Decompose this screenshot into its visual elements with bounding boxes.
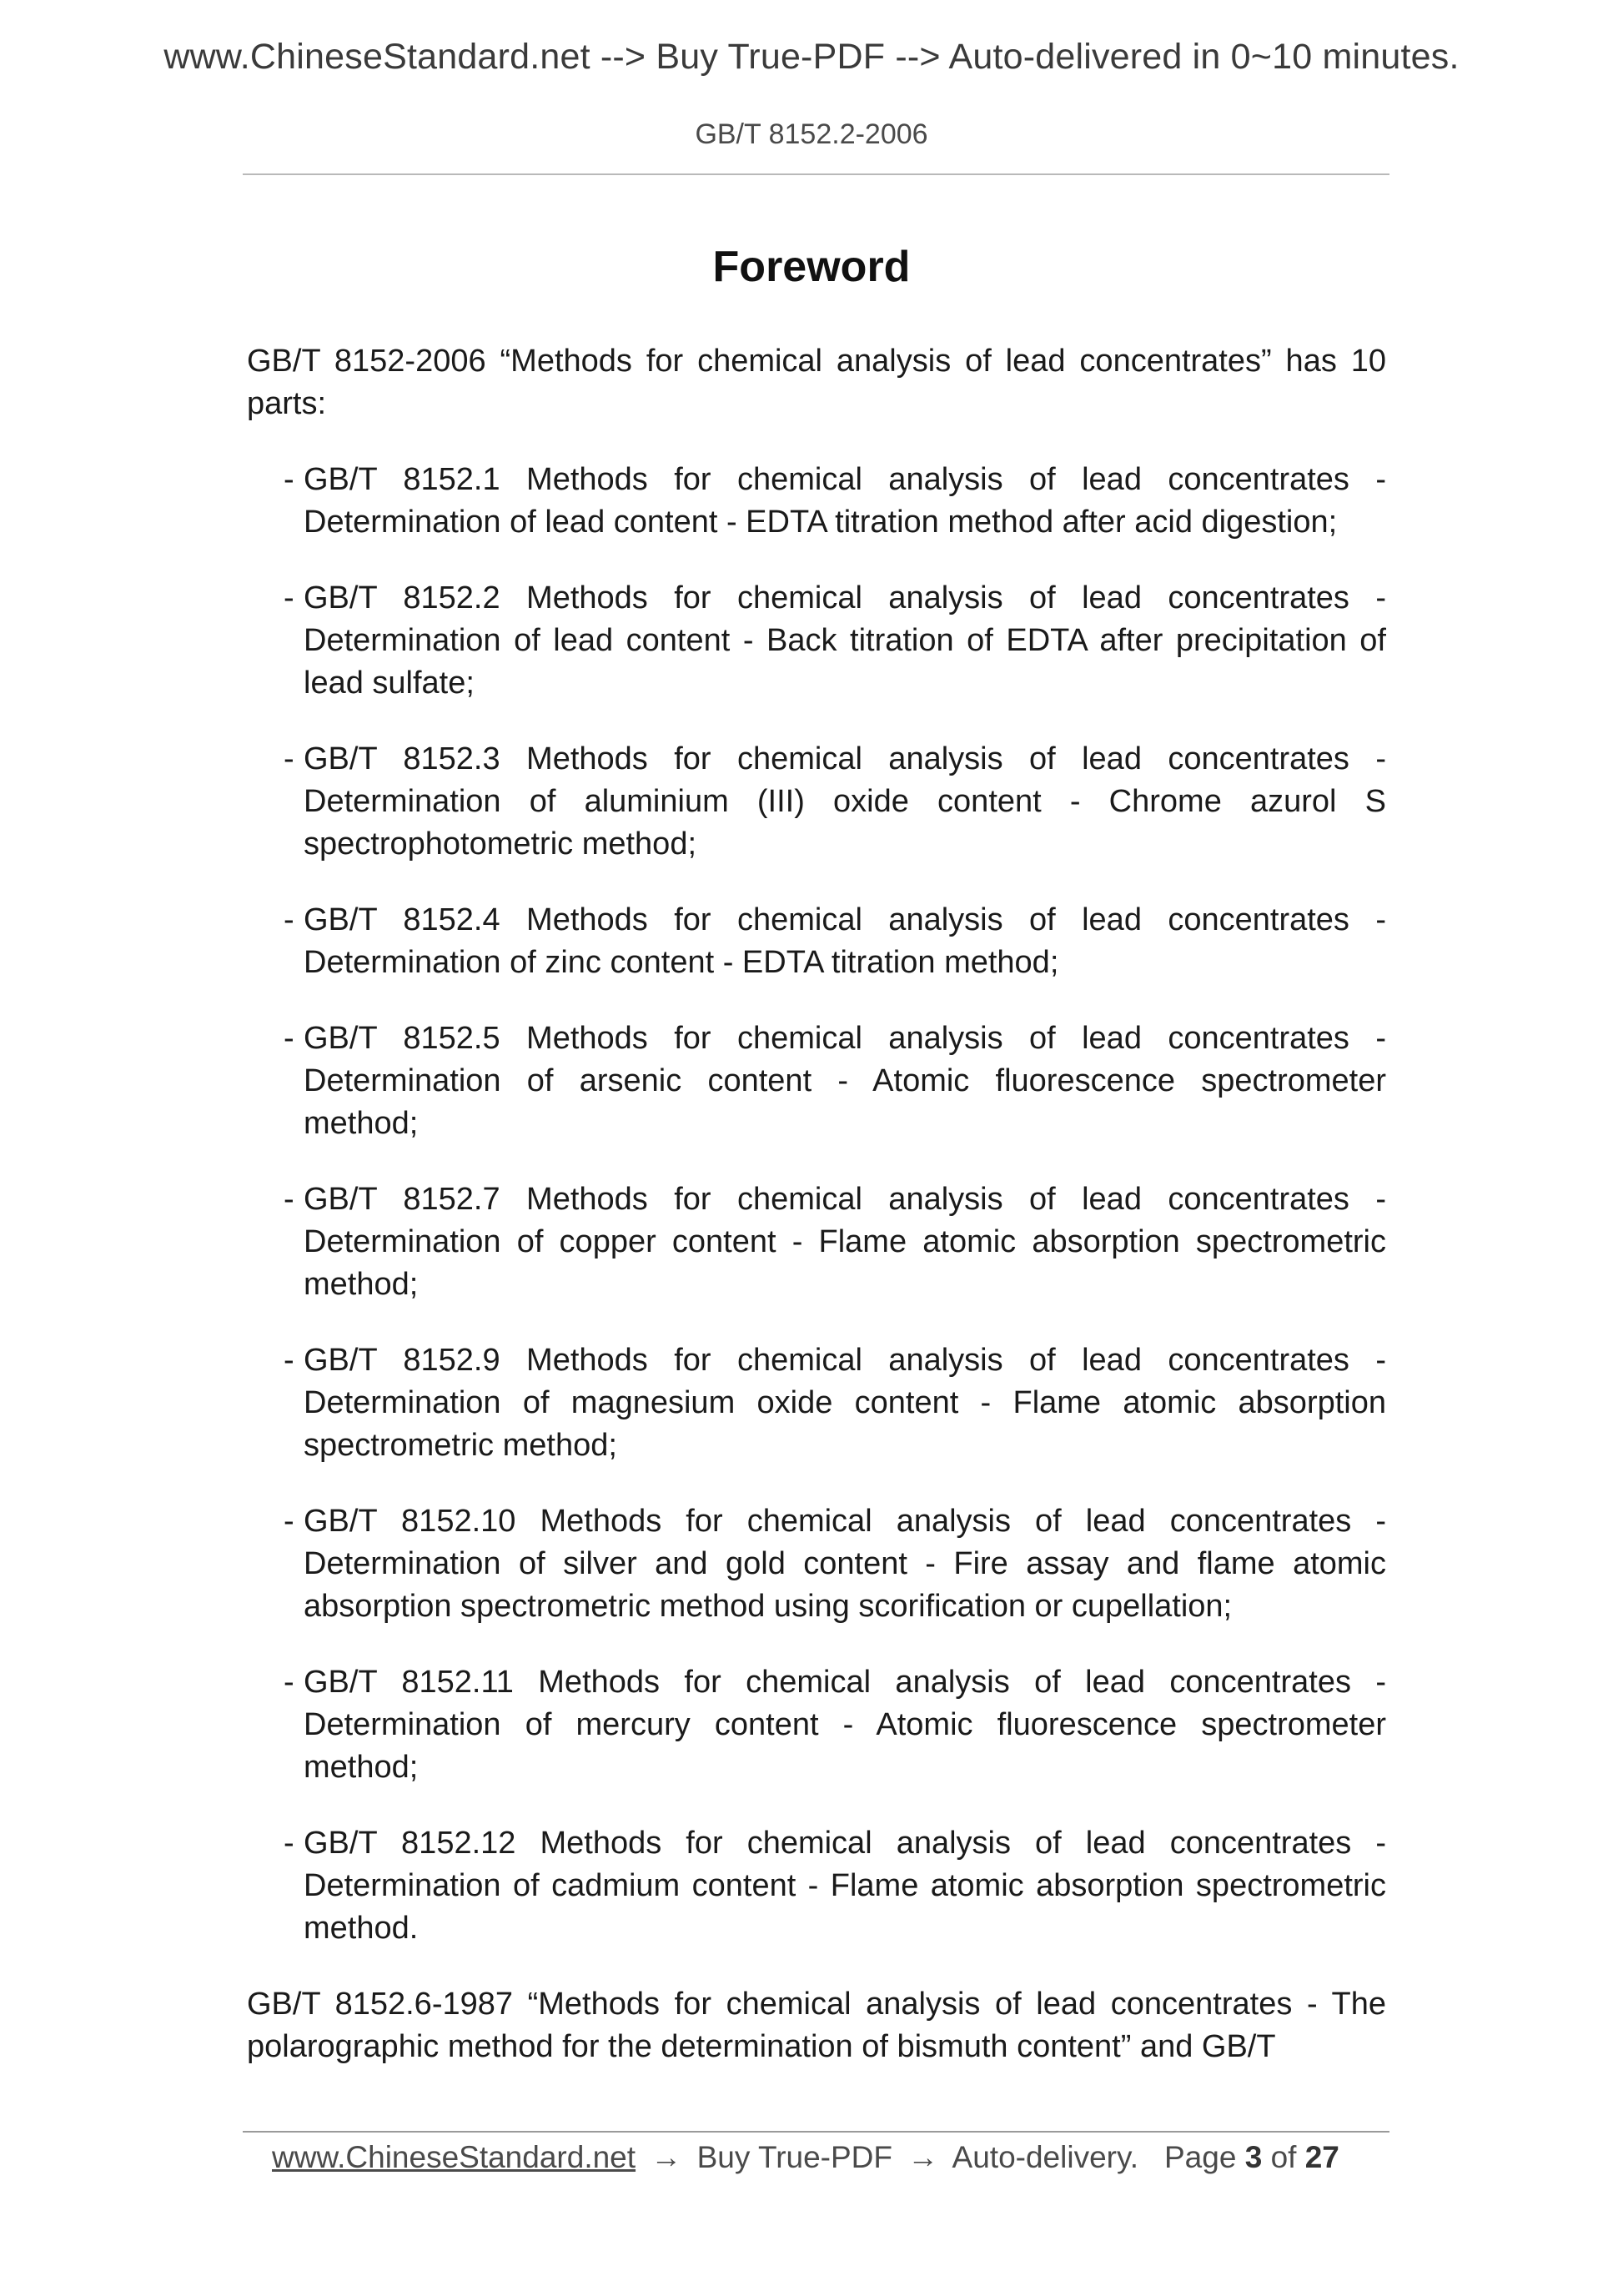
list-item (247, 899, 1386, 984)
foreword-body (247, 340, 1386, 2068)
list-item (247, 1822, 1386, 1950)
list-dash: - (284, 1504, 294, 1539)
page-footer (272, 2140, 1356, 2175)
list-item (247, 1178, 1386, 1306)
list-item (247, 738, 1386, 866)
header-divider (243, 173, 1389, 175)
list-item (247, 1661, 1386, 1789)
list-item-text: GB/T 8152.9 Methods for chemical analysis of lead concentrates - Determination of magnesium oxide content - Flame atomic absorption spectrometric method; (304, 1343, 1386, 1463)
top-banner: www.ChineseStandard.net --> Buy True-PDF --> Auto-delivered in 0~10 minutes. (163, 37, 1460, 77)
list-item-text: GB/T 8152.3 Methods for chemical analysis of lead concentrates - Determination of aluminium (III) oxide content - Chrome azurol S spectrophotometric method; (304, 741, 1386, 862)
current-page: 3 (1244, 2140, 1263, 2174)
list-item-text: GB/T 8152.4 Methods for chemical analysis of lead concentrates - Determination of zinc content - EDTA titration method; (304, 902, 1386, 980)
footer-buy-text: Buy True-PDF (696, 2140, 893, 2174)
list-dash: - (284, 580, 294, 615)
list-item (247, 459, 1386, 544)
closing-paragraph: GB/T 8152.6-1987 “Methods for chemical analysis of lead concentrates - The polarographic method for the determination of bismuth content” and GB/T (247, 1987, 1386, 2064)
list-dash: - (284, 462, 294, 497)
page-title: Foreword (712, 243, 911, 291)
list-item-text: GB/T 8152.7 Methods for chemical analysis of lead concentrates - Determination of copper content - Flame atomic absorption spectrometric method; (304, 1182, 1386, 1302)
of-label: of (1270, 2140, 1297, 2174)
list-dash: - (284, 1826, 294, 1861)
list-dash: - (284, 1021, 294, 1056)
list-dash: - (284, 902, 294, 937)
footer-auto-text: Auto-delivery. (952, 2140, 1139, 2174)
page-indicator (1164, 2140, 1339, 2175)
intro-paragraph: GB/T 8152-2006 “Methods for chemical analysis of lead concentrates” has 10 parts: (247, 344, 1386, 421)
list-item-text: GB/T 8152.2 Methods for chemical analysis of lead concentrates - Determination of lead content - Back titration of EDTA after precipitation of lead sulfate; (304, 580, 1386, 701)
footer-divider (243, 2131, 1389, 2133)
list-item (247, 577, 1386, 705)
list-dash: - (284, 1182, 294, 1217)
arrow-right-icon: → (907, 2140, 939, 2174)
list-item-text: GB/T 8152.12 Methods for chemical analysis of lead concentrates - Determination of cadmium content - Flame atomic absorption spectrometric method. (304, 1826, 1386, 1946)
list-dash: - (284, 1665, 294, 1700)
list-item (247, 1017, 1386, 1145)
page-label: Page (1164, 2140, 1237, 2174)
list-item (247, 1339, 1386, 1467)
list-item-text: GB/T 8152.5 Methods for chemical analysis of lead concentrates - Determination of arsenic content - Atomic fluorescence spectrometer method; (304, 1021, 1386, 1141)
parts-list (247, 459, 1386, 1950)
list-item-text: GB/T 8152.11 Methods for chemical analysis of lead concentrates - Determination of mercury content - Atomic fluorescence spectrometer method; (304, 1665, 1386, 1785)
footer-site-link[interactable]: www.ChineseStandard.net (272, 2140, 636, 2174)
list-item-text: GB/T 8152.10 Methods for chemical analysis of lead concentrates - Determination of silver and gold content - Fire assay and flame atomic absorption spectrometric method using scorification or cupellation; (304, 1504, 1386, 1624)
arrow-right-icon: → (651, 2140, 682, 2174)
list-item (247, 1500, 1386, 1628)
list-dash: - (284, 741, 294, 776)
total-pages: 27 (1304, 2140, 1339, 2174)
list-dash: - (284, 1343, 294, 1378)
list-item-text: GB/T 8152.1 Methods for chemical analysis of lead concentrates - Determination of lead content - EDTA titration method after acid digestion; (304, 462, 1386, 540)
document-code: GB/T 8152.2-2006 (695, 118, 928, 150)
